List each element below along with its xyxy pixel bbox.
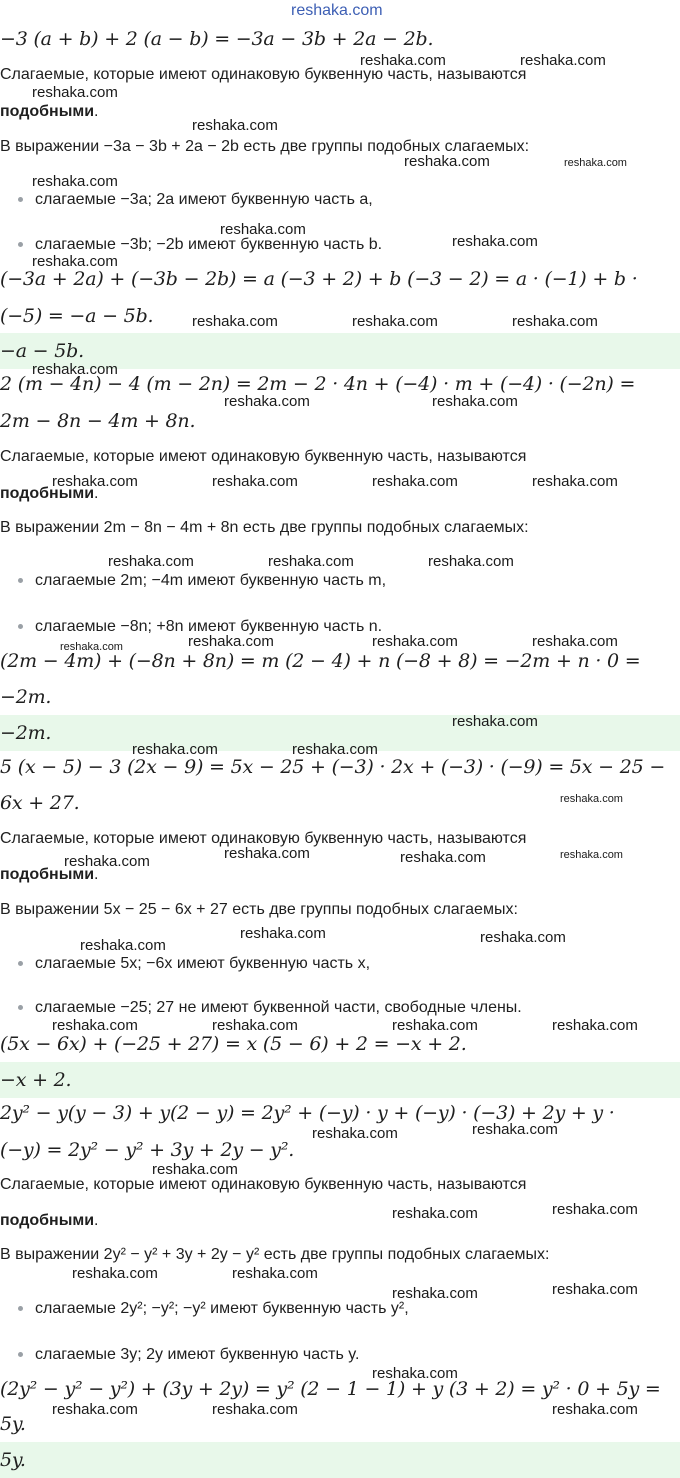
watermark: reshaka.com (52, 1401, 138, 1418)
watermark: reshaka.com (52, 473, 138, 490)
watermark: reshaka.com (224, 393, 310, 410)
watermark: reshaka.com (532, 633, 618, 650)
watermark: reshaka.com (372, 633, 458, 650)
watermark: reshaka.com (312, 1125, 398, 1142)
watermark: reshaka.com (372, 473, 458, 490)
ex4-group-item-text: слагаемые 2y²; −y²; −y² имеют буквенную часть y², (35, 1300, 409, 1317)
ex3-group-item (18, 999, 522, 1017)
watermark: reshaka.com (452, 233, 538, 250)
watermark: reshaka.com (152, 1161, 238, 1178)
ex1-groups-intro: В выражении −3a − 3b + 2a − 2b есть две группы подобных слагаемых: (0, 138, 530, 155)
bullet-icon (18, 1005, 23, 1010)
ex3-answer: −x + 2. (0, 1069, 72, 1091)
ex2-equation: 2 (m − 4n) − 4 (m − 2n) = 2m − 2 · 4n + (−4) · m + (−4) · (−2n) = (0, 373, 636, 395)
watermark: reshaka.com (72, 1265, 158, 1282)
ex1-calculation-cont: (−5) = −a − 5b. (0, 305, 154, 327)
ex3-answer-box (0, 1062, 680, 1098)
watermark: reshaka.com (360, 52, 446, 69)
watermark: reshaka.com (432, 393, 518, 410)
ex2-group-item-text: слагаемые 2m; −4m имеют буквенную часть m, (35, 572, 387, 589)
watermark: reshaka.com (552, 1281, 638, 1298)
bullet-icon (18, 578, 23, 583)
ex2-calculation: (2m − 4m) + (−8n + 8n) = m (2 − 4) + n (−8 + 8) = −2m + n · 0 = (0, 650, 641, 672)
ex2-group-item (18, 572, 386, 590)
watermark: reshaka.com (232, 1265, 318, 1282)
bullet-icon (18, 961, 23, 966)
ex4-equation-cont: (−y) = 2y² − y² + 3y + 2y − y². (0, 1139, 295, 1161)
period: . (94, 485, 99, 502)
period: . (94, 103, 99, 120)
watermark: reshaka.com (212, 1017, 298, 1034)
watermark: reshaka.com (560, 793, 623, 805)
ex1-group-item-text: слагаемые −3b; −2b имеют буквенную часть b. (35, 236, 383, 253)
ex3-groups-intro: В выражении 5x − 25 − 6x + 27 есть две группы подобных слагаемых: (0, 901, 518, 918)
ex1-group-item-text: слагаемые −3a; 2a имеют буквенную часть a, (35, 191, 373, 208)
ex3-equation: 5 (x − 5) − 3 (2x − 9) = 5x − 25 + (−3) · 2x + (−3) · (−9) = 5x − 25 − (0, 756, 666, 778)
watermark: reshaka.com (532, 473, 618, 490)
similar-word-text: подобными (0, 485, 95, 502)
ex4-group-item (18, 1346, 360, 1364)
ex3-calculation: (5x − 6x) + (−25 + 27) = x (5 − 6) + 2 = −x + 2. (0, 1033, 467, 1055)
similar-word-text: подобными (0, 866, 95, 883)
ex1-group-item (18, 236, 382, 254)
bullet-icon (18, 1306, 23, 1311)
watermark: reshaka.com (452, 713, 538, 730)
watermark: reshaka.com (192, 313, 278, 330)
bullet-icon (18, 197, 23, 202)
ex4-group-item-text: слагаемые 3y; 2y имеют буквенную часть y. (35, 1346, 360, 1363)
watermark: reshaka.com (472, 1121, 558, 1138)
ex2-groups-intro: В выражении 2m − 8n − 4m + 8n есть две группы подобных слагаемых: (0, 519, 529, 536)
watermark: reshaka.com (32, 173, 118, 190)
ex1-calculation: (−3a + 2a) + (−3b − 2b) = a (−3 + 2) + b (−3 − 2) = a · (−1) + b · (0, 268, 638, 290)
similar-definition: Слагаемые, которые имеют одинаковую буквенную часть, называются (0, 448, 527, 465)
watermark: reshaka.com (132, 741, 218, 758)
watermark: reshaka.com (212, 473, 298, 490)
bullet-icon (18, 1352, 23, 1357)
watermark: reshaka.com (32, 84, 118, 101)
watermark: reshaka.com (268, 553, 354, 570)
watermark: reshaka.com (292, 741, 378, 758)
watermark: reshaka.com (212, 1401, 298, 1418)
watermark: reshaka.com (220, 221, 306, 238)
watermark: reshaka.com (32, 253, 118, 270)
watermark: reshaka.com (480, 929, 566, 946)
ex2-calculation-cont: −2m. (0, 686, 52, 708)
ex2-equation-cont: 2m − 8n − 4m + 8n. (0, 410, 196, 432)
period: . (94, 866, 99, 883)
watermark: reshaka.com (552, 1201, 638, 1218)
ex3-group-item-text: слагаемые 5x; −6x имеют буквенную часть x, (35, 955, 371, 972)
watermark: reshaka.com (564, 157, 627, 169)
period: . (94, 1212, 99, 1229)
ex3-group-item (18, 955, 370, 973)
bullet-icon (18, 242, 23, 247)
watermark: reshaka.com (512, 313, 598, 330)
watermark: reshaka.com (60, 641, 123, 653)
similar-word (0, 103, 99, 121)
similar-definition: Слагаемые, которые имеют одинаковую буквенную часть, называются (0, 66, 527, 83)
similar-word-text: подобными (0, 103, 95, 120)
watermark: reshaka.com (520, 52, 606, 69)
similar-word-text: подобными (0, 1212, 95, 1229)
ex3-equation-cont: 6x + 27. (0, 792, 80, 814)
watermark: reshaka.com (64, 853, 150, 870)
watermark: reshaka.com (372, 1365, 458, 1382)
watermark-top: reshaka.com (291, 2, 383, 19)
watermark: reshaka.com (352, 313, 438, 330)
watermark: reshaka.com (224, 845, 310, 862)
ex4-group-item (18, 1300, 409, 1318)
watermark: reshaka.com (52, 1017, 138, 1034)
ex4-answer-box (0, 1442, 680, 1478)
ex4-equation: 2y² − y(y − 3) + y(2 − y) = 2y² + (−y) · y + (−y) · (−3) + 2y + y · (0, 1102, 615, 1124)
similar-word (0, 1212, 99, 1230)
watermark: reshaka.com (552, 1017, 638, 1034)
watermark: reshaka.com (32, 361, 118, 378)
ex2-answer: −2m. (0, 722, 52, 744)
watermark: reshaka.com (188, 633, 274, 650)
watermark: reshaka.com (192, 117, 278, 134)
similar-definition: Слагаемые, которые имеют одинаковую буквенную часть, называются (0, 1176, 527, 1193)
watermark: reshaka.com (240, 925, 326, 942)
bullet-icon (18, 624, 23, 629)
watermark: reshaka.com (392, 1205, 478, 1222)
watermark: reshaka.com (392, 1017, 478, 1034)
watermark: reshaka.com (392, 1285, 478, 1302)
watermark: reshaka.com (428, 553, 514, 570)
watermark: reshaka.com (560, 849, 623, 861)
ex2-group-item-text: слагаемые −8n; +8n имеют буквенную часть n. (35, 618, 383, 635)
ex3-group-item-text: слагаемые −25; 27 не имеют буквенной части, свободные члены. (35, 999, 522, 1016)
similar-definition: Слагаемые, которые имеют одинаковую буквенную часть, называются (0, 830, 527, 847)
watermark: reshaka.com (80, 937, 166, 954)
ex1-group-item (18, 191, 373, 209)
watermark: reshaka.com (108, 553, 194, 570)
watermark: reshaka.com (404, 153, 490, 170)
ex1-answer: −a − 5b. (0, 340, 84, 362)
ex4-answer: 5y. (0, 1449, 26, 1471)
watermark: reshaka.com (400, 849, 486, 866)
ex4-calculation-cont: 5y. (0, 1413, 26, 1435)
watermark: reshaka.com (552, 1401, 638, 1418)
ex4-groups-intro: В выражении 2y² − y² + 3y + 2y − y² есть две группы подобных слагаемых: (0, 1246, 550, 1263)
ex4-calculation: (2y² − y² − y²) + (3y + 2y) = y² (2 − 1 − 1) + y (3 + 2) = y² · 0 + 5y = (0, 1378, 661, 1400)
ex1-equation: −3 (a + b) + 2 (a − b) = −3a − 3b + 2a − 2b. (0, 28, 434, 50)
